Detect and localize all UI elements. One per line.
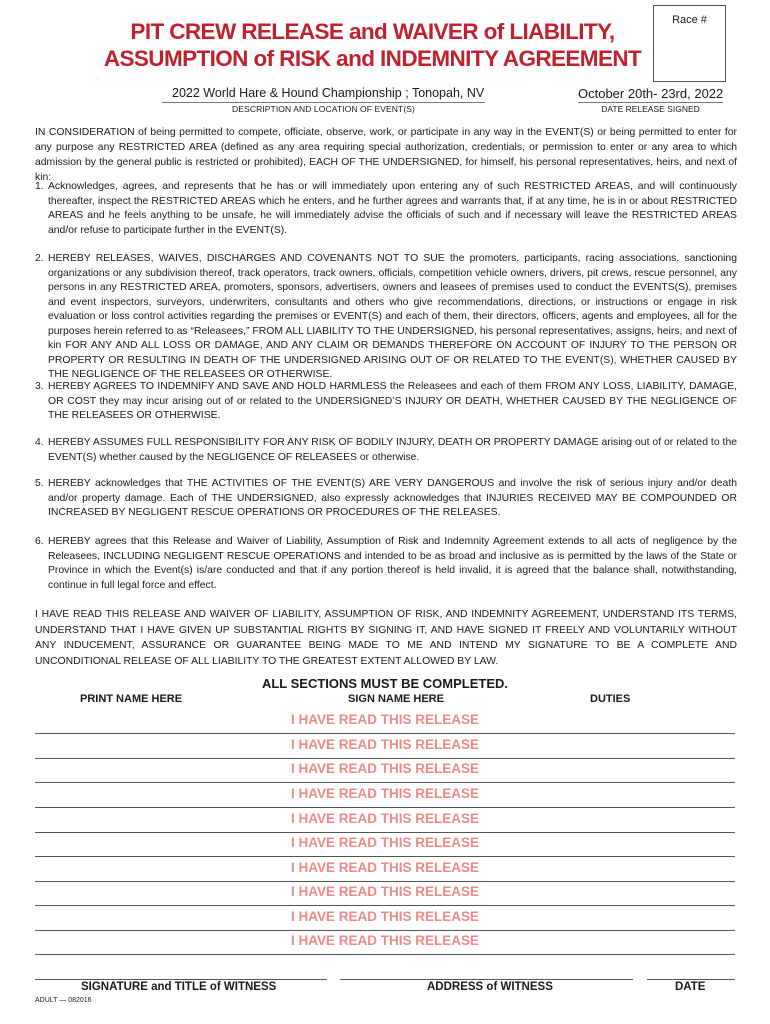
signature-row[interactable] [35, 930, 735, 955]
release-date: October 20th- 23rd, 2022 [578, 86, 724, 101]
signature-line [35, 954, 735, 955]
all-sections-notice: ALL SECTIONS MUST BE COMPLETED. [261, 676, 509, 691]
release-acknowledgement: I HAVE READ THIS RELEASE [290, 860, 480, 875]
title-line-1: PIT CREW RELEASE and WAIVER of LIABILITY, [130, 19, 615, 44]
witness-date-label: DATE [675, 981, 706, 993]
clause-text: HEREBY agrees that this Release and Waiver of Liability, Assumption of Risk and Indemnity Agreement extends to all acts of negligence by the Releasees, INCLUDING NEGLIGENT RESCUE OPERATIONS and intended to be as broad and inclusive as is permitted by the laws of the State or Province in which the Event(s) is/are conducted and that if any portion thereof is held invalid, it is agreed that the balance shall, notwithstanding, continue in full legal force and effect. [48, 536, 737, 591]
date-underline [578, 102, 723, 103]
clause-number: 1. [35, 181, 44, 192]
clause-5 [35, 477, 737, 521]
clause-3 [35, 380, 737, 424]
race-number-label: Race # [672, 14, 707, 26]
signature-row[interactable] [35, 832, 735, 857]
clause-number: 4. [35, 437, 44, 448]
title-line-2: ASSUMPTION of RISK and INDEMNITY AGREEMENT [103, 46, 642, 71]
witness-signature-line[interactable] [35, 979, 327, 980]
race-number-box[interactable] [653, 5, 726, 82]
signature-row[interactable] [35, 734, 735, 759]
clause-6 [35, 535, 737, 593]
release-acknowledgement: I HAVE READ THIS RELEASE [290, 811, 480, 826]
witness-address-label: ADDRESS of WITNESS [427, 981, 553, 993]
clause-text: HEREBY RELEASES, WAIVES, DISCHARGES AND COVENANTS NOT TO SUE the promoters, participants, racing associations, sanctioning organizations or any subdivision thereof, track operators, track owners, officials, competition vehicle owners, drivers, pit crews, rescue personnel, any persons in any RESTRICTED AREA, promoters, sponsors, advertisers, owners and leasees of premises used to conduct the EVENTS(S), premises and event inspectors, surveyors, underwriters, consultants and others who give recommendations, directions, or instructions or engage in risk evaluation or loss control activities regarding the premises or EVENT(S) and each of them, their directors, officers, agents and employees, all for the purposes herein referred to as “Releasees,” FROM ALL LIABILITY TO THE UNDERSIGNED, his personal representatives, assigns, heirs, and next of kin FOR ANY AND ALL LOSS OR DAMAGE, AND ANY CLAIM OR DEMANDS THEREFORE ON ACCOUNT OF INJURY TO THE PERSON OR PROPERTY OR RESULTING IN DEATH OF THE UNDERSIGNED ARISING OUT OF OR RELATED TO THE EVENT(S), WHETHER CAUSED BY THE NEGLIGENCE OF THE RELEASEES OR OTHERWISE. [48, 253, 737, 380]
date-caption: DATE RELEASE SIGNED [601, 104, 700, 114]
release-acknowledgement: I HAVE READ THIS RELEASE [290, 933, 480, 948]
print-name-header: PRINT NAME HERE [80, 693, 183, 705]
witness-address-line[interactable] [340, 979, 633, 980]
release-acknowledgement: I HAVE READ THIS RELEASE [290, 786, 480, 801]
clause-4 [35, 436, 737, 465]
clause-number: 6. [35, 536, 44, 547]
signature-row[interactable] [35, 808, 735, 833]
intro-paragraph: IN CONSIDERATION of being permitted to compete, officiate, observe, work, or participate in any way in the EVENT(S) or being permitted to enter for any purpose any RESTRICTED AREA (defined as any area requiring special authorization, credentials, or permission to enter or any area to which admission by the general public is restricted or prohibited), EACH OF THE UNDERSIGNED, for himself, his personal representatives, heirs, and next of kin: [35, 127, 737, 183]
clause-1 [35, 180, 737, 238]
sign-name-header: SIGN NAME HERE [348, 693, 444, 705]
witness-signature-label: SIGNATURE and TITLE of WITNESS [81, 981, 277, 993]
signature-row[interactable] [35, 783, 735, 808]
signature-row[interactable] [35, 758, 735, 783]
clause-text: Acknowledges, agrees, and represents that he has or will immediately upon entering any of such RESTRICTED AREAS, and will continuously thereafter, inspect the RESTRICTED AREAS which he enters, and he further agrees and warrants that, if at any time, he is in or about RESTRICTED AREAS and he feels anything to be unsafe, he will immediately advise the officials of such and if necessary will leave the RESTRICTED AREAS and/or refuse to participate further in the EVENT(S). [48, 181, 737, 236]
clause-number: 2. [35, 253, 44, 264]
signature-row[interactable] [35, 906, 735, 931]
signature-row[interactable] [35, 857, 735, 882]
event-name: 2022 World Hare & Hound Championship ; Tonopah, NV [172, 86, 485, 100]
signature-row[interactable] [35, 709, 735, 734]
clause-2 [35, 252, 737, 383]
clause-number: 5. [35, 478, 44, 489]
event-caption: DESCRIPTION AND LOCATION OF EVENT(S) [232, 104, 415, 114]
release-acknowledgement: I HAVE READ THIS RELEASE [290, 884, 480, 899]
release-acknowledgement: I HAVE READ THIS RELEASE [290, 835, 480, 850]
duties-header: DUTIES [590, 693, 631, 705]
release-acknowledgement: I HAVE READ THIS RELEASE [290, 712, 480, 727]
clause-text: HEREBY ASSUMES FULL RESPONSIBILITY FOR ANY RISK OF BODILY INJURY, DEATH OR PROPERTY DAMAGE arising out of or related to the EVENT(S) whether caused by the NEGLIGENCE OF RELEASEES or otherwise. [48, 437, 737, 463]
release-acknowledgement: I HAVE READ THIS RELEASE [290, 737, 480, 752]
document-title [100, 18, 645, 72]
release-acknowledgement: I HAVE READ THIS RELEASE [290, 761, 480, 776]
clause-number: 3. [35, 381, 44, 392]
witness-date-line[interactable] [647, 979, 735, 980]
clause-text: HEREBY acknowledges that THE ACTIVITIES OF THE EVENT(S) ARE VERY DANGEROUS and involve the risk of serious injury and/or death and/or property damage. Each of THE UNDERSIGNED, also expressly acknowledges that INJURIES RECEIVED MAY BE COMPOUNDED OR INCREASED BY NEGLIGENT RESCUE OPERATIONS OR PROCEDURES OF THE RELEASES. [48, 478, 737, 518]
clause-text: HEREBY AGREES TO INDEMNIFY AND SAVE AND HOLD HARMLESS the Releasees and each of them FROM ANY LOSS, LIABILITY, DAMAGE, OR COST they may incur arising out of or related to the UNDERSIGNED’S INJURY OR DEATH, WHETHER CAUSED BY THE NEGLIGENCE OF THE RELEASEES OR OTHERWISE. [48, 381, 737, 421]
form-code: ADULT — 082016 [35, 997, 92, 1004]
signature-row[interactable] [35, 881, 735, 906]
release-acknowledgement: I HAVE READ THIS RELEASE [290, 909, 480, 924]
acknowledgement-paragraph: I HAVE READ THIS RELEASE AND WAIVER OF LIABILITY, ASSUMPTION OF RISK, AND INDEMNITY AGREEMENT, UNDERSTAND ITS TERMS, UNDERSTAND THAT I HAVE GIVEN UP SUBSTANTIAL RIGHTS BY SIGNING IT, AND HAVE SIGNED IT FREELY AND VOLUNTARILY WITHOUT ANY INDUCEMENT, ASSURANCE OR GUARANTEE BEING MADE TO ME AND INTEND MY SIGNATURE TO BE A COMPLETE AND UNCONDITIONAL RELEASE OF ALL LIABILITY TO THE GREATEST EXTENT ALLOWED BY LAW. [35, 609, 737, 667]
event-underline [162, 102, 485, 103]
